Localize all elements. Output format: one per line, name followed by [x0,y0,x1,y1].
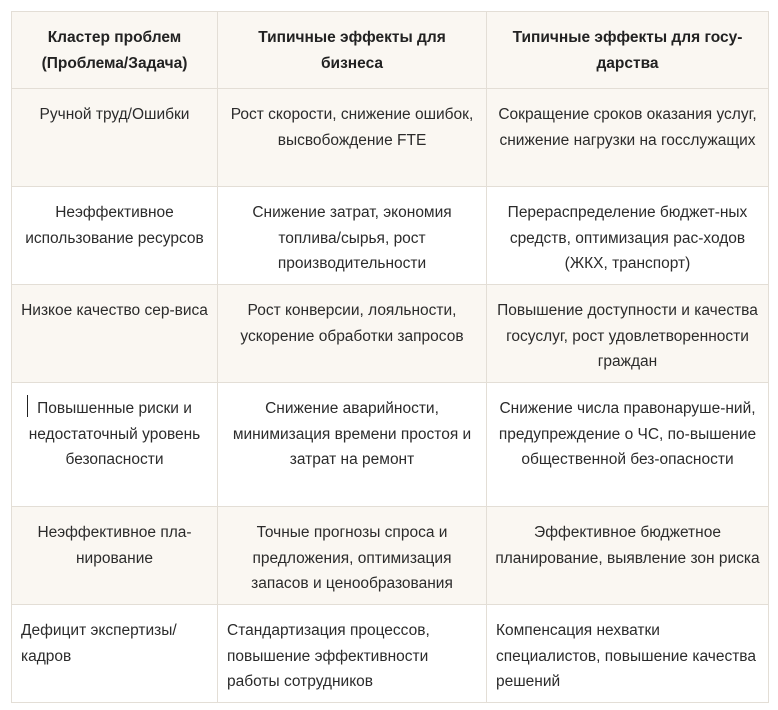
cell-business: Точные прогнозы спроса и предложения, оптимизация запасов и ценообразования [218,507,487,605]
table-row [12,89,769,187]
table-row [12,507,769,605]
table-row [12,285,769,383]
cell-cluster: Повышенные риски и недостаточный уровень безопасности [12,383,218,507]
cell-government: Эффективное бюджетное планирование, выявление зон риска [487,507,769,605]
effects-table [11,11,769,703]
header-government: Типичные эффекты для госу-дарства [487,12,769,89]
cell-cluster: Дефицит экспертизы/ кадров [12,605,218,703]
header-cluster: Кластер проблем (Проблема/Задача) [12,12,218,89]
header-row [12,12,769,89]
text-cursor [27,395,28,417]
table-row [12,187,769,285]
cell-business: Стандартизация процессов, повышение эффективности работы сотрудников [218,605,487,703]
header-business: Типичные эффекты для бизнеса [218,12,487,89]
cell-government: Снижение числа правонаруше-ний, предупреждение о ЧС, по-вышение общественной без-опасности [487,383,769,507]
cell-government: Перераспределение бюджет-ных средств, оптимизация рас-ходов (ЖКХ, транспорт) [487,187,769,285]
cell-business: Снижение затрат, экономия топлива/сырья, рост производительности [218,187,487,285]
cell-cluster: Низкое качество сер-виса [12,285,218,383]
cell-cluster: Неэффективное использование ресурсов [12,187,218,285]
cell-business: Снижение аварийности, минимизация времени простоя и затрат на ремонт [218,383,487,507]
cell-cluster: Неэффективное пла-нирование [12,507,218,605]
cell-government: Сокращение сроков оказания услуг, снижение нагрузки на госслужащих [487,89,769,187]
table-row [12,605,769,703]
cell-government: Компенсация нехватки специалистов, повышение качества решений [487,605,769,703]
cell-government: Повышение доступности и качества госуслуг, рост удовлетворенности граждан [487,285,769,383]
table-row [12,383,769,507]
cell-cluster: Ручной труд/Ошибки [12,89,218,187]
cell-business: Рост конверсии, лояльности, ускорение обработки запросов [218,285,487,383]
cell-business: Рост скорости, снижение ошибок, высвобождение FTE [218,89,487,187]
